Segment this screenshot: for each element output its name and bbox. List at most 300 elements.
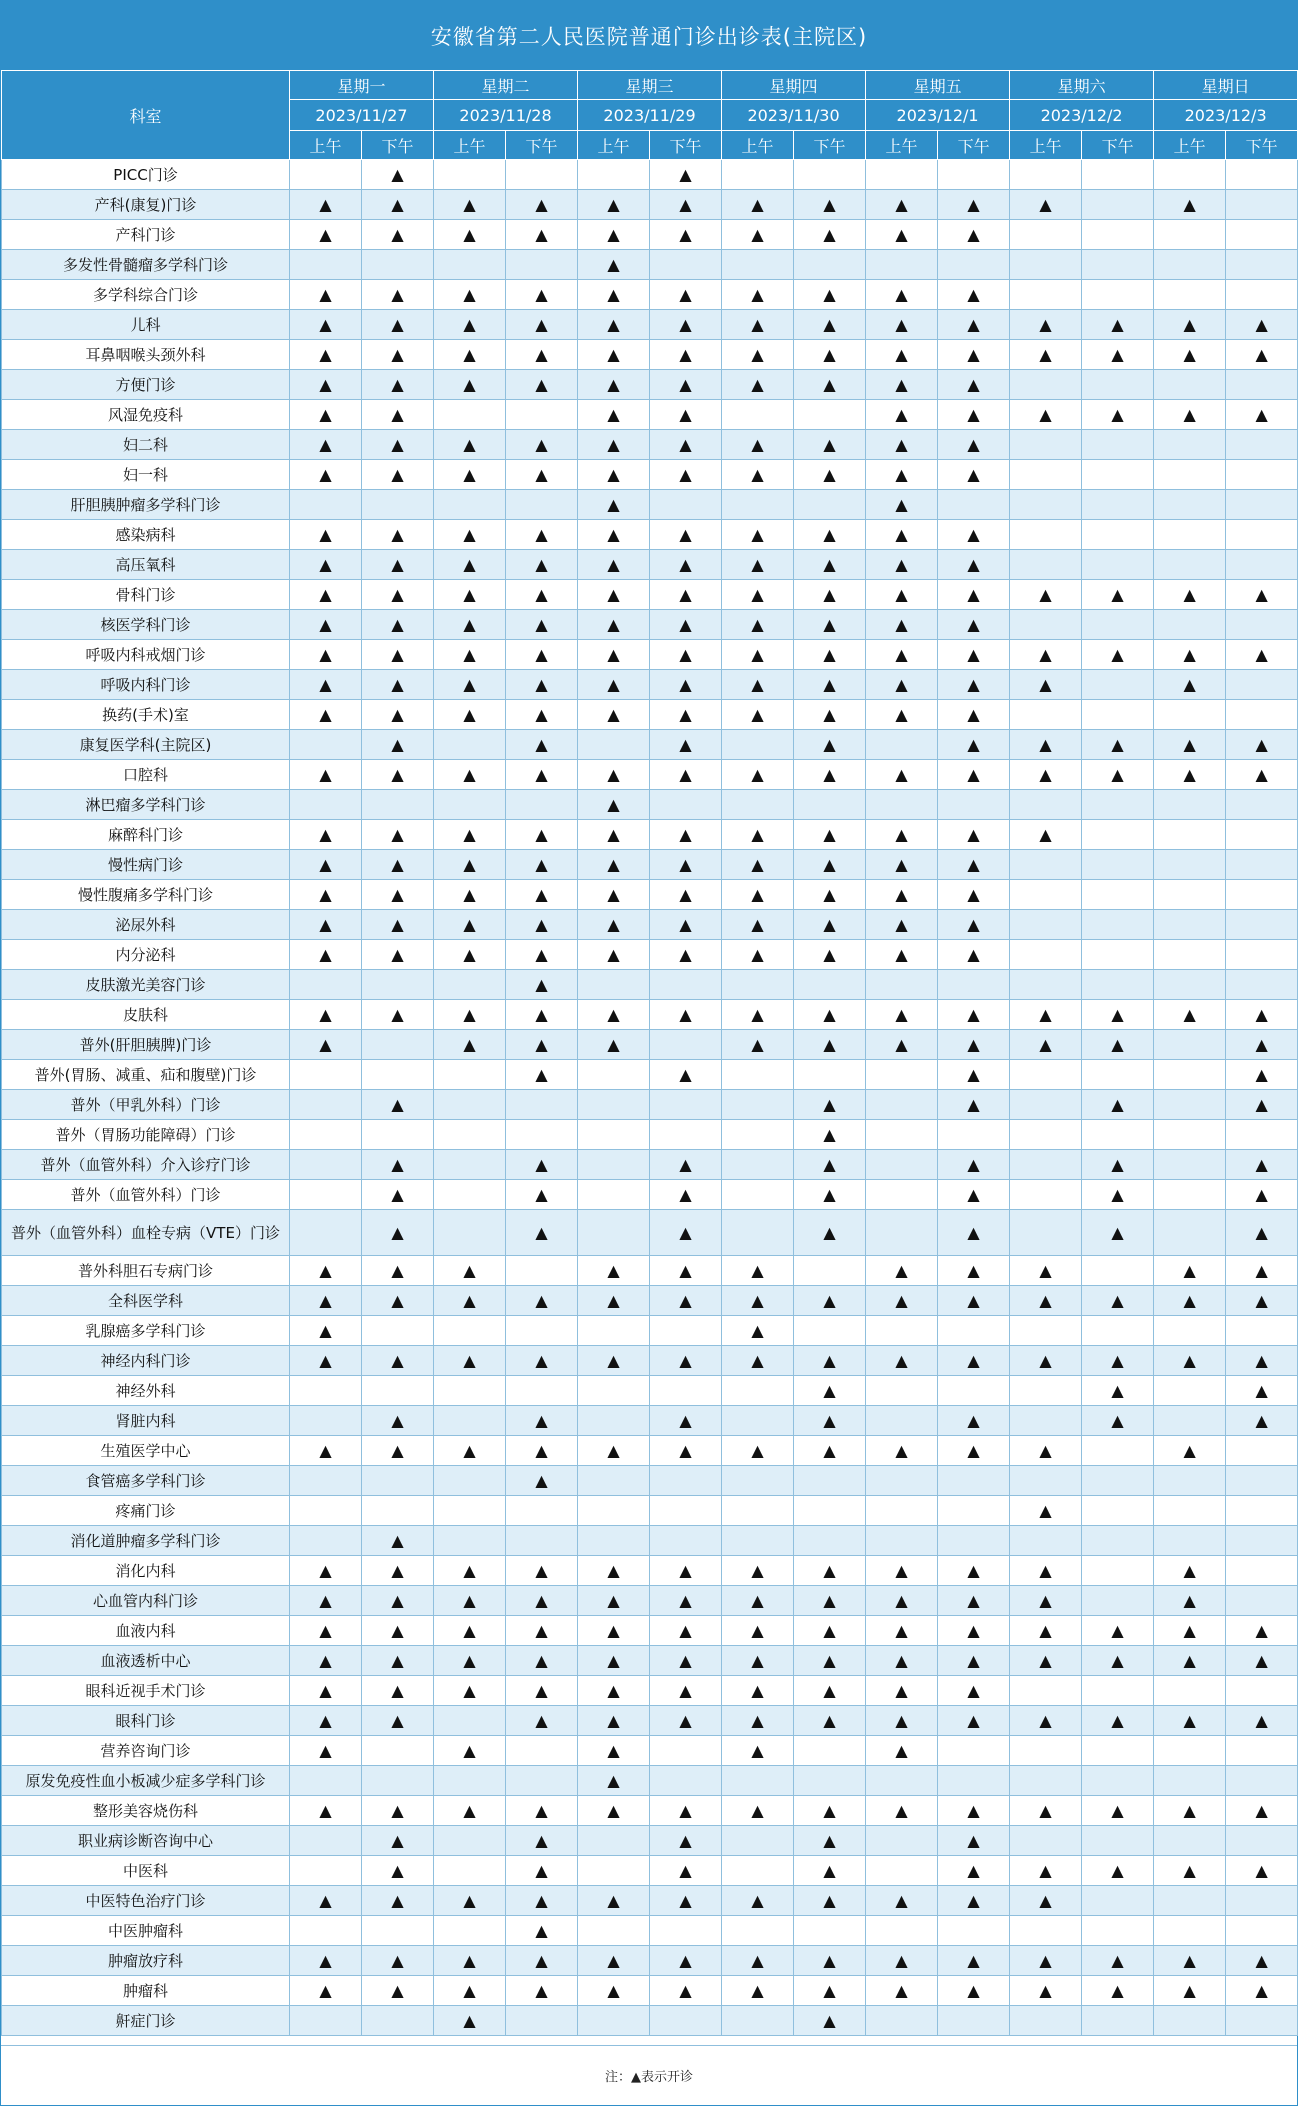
open-session-mark: ▲ bbox=[578, 460, 650, 490]
open-session-mark: ▲ bbox=[506, 520, 578, 550]
table-row bbox=[2, 1120, 1298, 1150]
open-session-mark: ▲ bbox=[1226, 1060, 1298, 1090]
open-session-mark: ▲ bbox=[722, 1030, 794, 1060]
open-session-mark: ▲ bbox=[794, 1000, 866, 1030]
open-session-mark: ▲ bbox=[1010, 1646, 1082, 1676]
open-session-mark: ▲ bbox=[290, 1286, 362, 1316]
open-session-mark: ▲ bbox=[362, 220, 434, 250]
open-session-mark: ▲ bbox=[506, 880, 578, 910]
empty-session-cell bbox=[1226, 850, 1298, 880]
open-session-mark: ▲ bbox=[938, 1406, 1010, 1436]
open-session-mark: ▲ bbox=[506, 670, 578, 700]
empty-session-cell bbox=[650, 1466, 722, 1496]
open-session-mark: ▲ bbox=[794, 610, 866, 640]
open-session-mark: ▲ bbox=[434, 1556, 506, 1586]
department-name: 血液内科 bbox=[2, 1616, 290, 1646]
open-session-mark: ▲ bbox=[938, 1826, 1010, 1856]
empty-session-cell bbox=[1154, 2006, 1226, 2036]
open-session-mark: ▲ bbox=[866, 1346, 938, 1376]
empty-session-cell bbox=[650, 1316, 722, 1346]
pm-header: 下午 bbox=[794, 131, 866, 160]
table-row bbox=[2, 220, 1298, 250]
empty-session-cell bbox=[506, 1766, 578, 1796]
open-session-mark: ▲ bbox=[1154, 1286, 1226, 1316]
empty-session-cell bbox=[1010, 520, 1082, 550]
open-session-mark: ▲ bbox=[290, 1676, 362, 1706]
open-session-mark: ▲ bbox=[578, 190, 650, 220]
open-session-mark: ▲ bbox=[794, 1676, 866, 1706]
empty-session-cell bbox=[506, 1256, 578, 1286]
open-session-mark: ▲ bbox=[866, 760, 938, 790]
empty-session-cell bbox=[866, 1496, 938, 1526]
empty-session-cell bbox=[866, 1916, 938, 1946]
open-session-mark: ▲ bbox=[578, 850, 650, 880]
empty-session-cell bbox=[290, 1526, 362, 1556]
empty-session-cell bbox=[1154, 1826, 1226, 1856]
open-session-mark: ▲ bbox=[650, 340, 722, 370]
open-session-mark: ▲ bbox=[794, 1646, 866, 1676]
empty-session-cell bbox=[578, 1856, 650, 1886]
open-session-mark: ▲ bbox=[1154, 1346, 1226, 1376]
empty-session-cell bbox=[1010, 160, 1082, 190]
open-session-mark: ▲ bbox=[362, 910, 434, 940]
department-name: 普外（血管外科）介入诊疗门诊 bbox=[2, 1150, 290, 1180]
open-session-mark: ▲ bbox=[578, 1646, 650, 1676]
empty-session-cell bbox=[794, 1736, 866, 1766]
empty-session-cell bbox=[938, 490, 1010, 520]
empty-session-cell bbox=[1226, 790, 1298, 820]
open-session-mark: ▲ bbox=[794, 520, 866, 550]
empty-session-cell bbox=[1154, 1916, 1226, 1946]
open-session-mark: ▲ bbox=[650, 190, 722, 220]
empty-session-cell bbox=[506, 1090, 578, 1120]
table-row bbox=[2, 2006, 1298, 2036]
open-session-mark: ▲ bbox=[506, 1436, 578, 1466]
empty-session-cell bbox=[290, 1180, 362, 1210]
open-session-mark: ▲ bbox=[1082, 1406, 1154, 1436]
table-row bbox=[2, 580, 1298, 610]
table-row bbox=[2, 1256, 1298, 1286]
open-session-mark: ▲ bbox=[650, 1706, 722, 1736]
open-session-mark: ▲ bbox=[722, 1346, 794, 1376]
open-session-mark: ▲ bbox=[506, 1000, 578, 1030]
empty-session-cell bbox=[578, 1210, 650, 1256]
open-session-mark: ▲ bbox=[650, 520, 722, 550]
open-session-mark: ▲ bbox=[362, 1976, 434, 2006]
table-row bbox=[2, 670, 1298, 700]
empty-session-cell bbox=[362, 1030, 434, 1060]
empty-session-cell bbox=[866, 1526, 938, 1556]
open-session-mark: ▲ bbox=[362, 1526, 434, 1556]
empty-session-cell bbox=[1010, 1376, 1082, 1406]
open-session-mark: ▲ bbox=[938, 1976, 1010, 2006]
am-header: 上午 bbox=[578, 131, 650, 160]
open-session-mark: ▲ bbox=[290, 1616, 362, 1646]
open-session-mark: ▲ bbox=[650, 880, 722, 910]
department-name: 淋巴瘤多学科门诊 bbox=[2, 790, 290, 820]
empty-session-cell bbox=[938, 1466, 1010, 1496]
open-session-mark: ▲ bbox=[1226, 1256, 1298, 1286]
empty-session-cell bbox=[578, 1120, 650, 1150]
empty-session-cell bbox=[1154, 220, 1226, 250]
open-session-mark: ▲ bbox=[794, 1556, 866, 1586]
open-session-mark: ▲ bbox=[1010, 400, 1082, 430]
empty-session-cell bbox=[722, 400, 794, 430]
empty-session-cell bbox=[722, 250, 794, 280]
open-session-mark: ▲ bbox=[650, 1856, 722, 1886]
empty-session-cell bbox=[1226, 700, 1298, 730]
department-name: 普外（血管外科）门诊 bbox=[2, 1180, 290, 1210]
open-session-mark: ▲ bbox=[938, 1060, 1010, 1090]
empty-session-cell bbox=[866, 1210, 938, 1256]
open-session-mark: ▲ bbox=[1082, 1976, 1154, 2006]
empty-session-cell bbox=[1154, 1466, 1226, 1496]
open-session-mark: ▲ bbox=[506, 1586, 578, 1616]
open-session-mark: ▲ bbox=[650, 1000, 722, 1030]
open-session-mark: ▲ bbox=[1154, 1586, 1226, 1616]
open-session-mark: ▲ bbox=[434, 1976, 506, 2006]
open-session-mark: ▲ bbox=[794, 1616, 866, 1646]
open-session-mark: ▲ bbox=[794, 550, 866, 580]
open-session-mark: ▲ bbox=[1082, 1796, 1154, 1826]
open-session-mark: ▲ bbox=[938, 1000, 1010, 1030]
department-name: 普外（甲乳外科）门诊 bbox=[2, 1090, 290, 1120]
empty-session-cell bbox=[722, 1856, 794, 1886]
open-session-mark: ▲ bbox=[506, 820, 578, 850]
empty-session-cell bbox=[1226, 1316, 1298, 1346]
empty-session-cell bbox=[1154, 370, 1226, 400]
open-session-mark: ▲ bbox=[506, 1210, 578, 1256]
empty-session-cell bbox=[506, 1316, 578, 1346]
open-session-mark: ▲ bbox=[650, 1586, 722, 1616]
empty-session-cell bbox=[1154, 430, 1226, 460]
open-session-mark: ▲ bbox=[650, 310, 722, 340]
empty-session-cell bbox=[362, 1060, 434, 1090]
open-session-mark: ▲ bbox=[650, 550, 722, 580]
empty-session-cell bbox=[722, 1526, 794, 1556]
open-session-mark: ▲ bbox=[722, 520, 794, 550]
open-session-mark: ▲ bbox=[362, 760, 434, 790]
open-session-mark: ▲ bbox=[1226, 1976, 1298, 2006]
empty-session-cell bbox=[1082, 520, 1154, 550]
open-session-mark: ▲ bbox=[1010, 1000, 1082, 1030]
open-session-mark: ▲ bbox=[794, 1180, 866, 1210]
empty-session-cell bbox=[722, 970, 794, 1000]
empty-session-cell bbox=[1082, 1316, 1154, 1346]
empty-session-cell bbox=[1226, 1736, 1298, 1766]
open-session-mark: ▲ bbox=[434, 820, 506, 850]
empty-session-cell bbox=[1010, 460, 1082, 490]
open-session-mark: ▲ bbox=[434, 1286, 506, 1316]
open-session-mark: ▲ bbox=[866, 1286, 938, 1316]
table-row bbox=[2, 430, 1298, 460]
open-session-mark: ▲ bbox=[578, 1346, 650, 1376]
open-session-mark: ▲ bbox=[1154, 1856, 1226, 1886]
empty-session-cell bbox=[1082, 280, 1154, 310]
open-session-mark: ▲ bbox=[650, 1886, 722, 1916]
empty-session-cell bbox=[578, 1496, 650, 1526]
open-session-mark: ▲ bbox=[938, 880, 1010, 910]
open-session-mark: ▲ bbox=[650, 760, 722, 790]
am-header: 上午 bbox=[434, 131, 506, 160]
open-session-mark: ▲ bbox=[434, 340, 506, 370]
open-session-mark: ▲ bbox=[938, 1676, 1010, 1706]
open-session-mark: ▲ bbox=[650, 1676, 722, 1706]
open-session-mark: ▲ bbox=[650, 700, 722, 730]
department-name: 普外（胃肠功能障碍）门诊 bbox=[2, 1120, 290, 1150]
empty-session-cell bbox=[1226, 820, 1298, 850]
open-session-mark: ▲ bbox=[290, 1586, 362, 1616]
empty-session-cell bbox=[938, 970, 1010, 1000]
open-session-mark: ▲ bbox=[938, 460, 1010, 490]
open-session-mark: ▲ bbox=[434, 670, 506, 700]
empty-session-cell bbox=[1010, 1676, 1082, 1706]
empty-session-cell bbox=[434, 1706, 506, 1736]
empty-session-cell bbox=[1226, 1886, 1298, 1916]
empty-session-cell bbox=[722, 1766, 794, 1796]
table-row bbox=[2, 1976, 1298, 2006]
open-session-mark: ▲ bbox=[794, 1826, 866, 1856]
open-session-mark: ▲ bbox=[362, 370, 434, 400]
open-session-mark: ▲ bbox=[362, 340, 434, 370]
open-session-mark: ▲ bbox=[866, 550, 938, 580]
empty-session-cell bbox=[1010, 910, 1082, 940]
open-session-mark: ▲ bbox=[362, 1946, 434, 1976]
legend-note: 注：▲表示开诊 bbox=[1, 2045, 1297, 2105]
open-session-mark: ▲ bbox=[650, 1556, 722, 1586]
open-session-mark: ▲ bbox=[434, 1346, 506, 1376]
open-session-mark: ▲ bbox=[794, 460, 866, 490]
table-row bbox=[2, 1766, 1298, 1796]
pm-header: 下午 bbox=[1226, 131, 1298, 160]
empty-session-cell bbox=[434, 1496, 506, 1526]
empty-session-cell bbox=[578, 970, 650, 1000]
empty-session-cell bbox=[506, 1526, 578, 1556]
empty-session-cell bbox=[650, 1090, 722, 1120]
open-session-mark: ▲ bbox=[1082, 340, 1154, 370]
open-session-mark: ▲ bbox=[506, 1466, 578, 1496]
open-session-mark: ▲ bbox=[362, 700, 434, 730]
dept-column-header: 科室 bbox=[2, 71, 290, 160]
empty-session-cell bbox=[1154, 1120, 1226, 1150]
date-header: 2023/11/30 bbox=[722, 100, 866, 131]
pm-header: 下午 bbox=[506, 131, 578, 160]
open-session-mark: ▲ bbox=[938, 1210, 1010, 1256]
open-session-mark: ▲ bbox=[1154, 1556, 1226, 1586]
open-session-mark: ▲ bbox=[866, 640, 938, 670]
open-session-mark: ▲ bbox=[650, 370, 722, 400]
empty-session-cell bbox=[866, 1180, 938, 1210]
empty-session-cell bbox=[290, 1466, 362, 1496]
table-row bbox=[2, 460, 1298, 490]
department-name: 风湿免疫科 bbox=[2, 400, 290, 430]
table-row bbox=[2, 1316, 1298, 1346]
department-name: 眼科近视手术门诊 bbox=[2, 1676, 290, 1706]
open-session-mark: ▲ bbox=[722, 190, 794, 220]
open-session-mark: ▲ bbox=[290, 760, 362, 790]
open-session-mark: ▲ bbox=[1226, 400, 1298, 430]
open-session-mark: ▲ bbox=[290, 940, 362, 970]
empty-session-cell bbox=[1226, 610, 1298, 640]
department-name: 方便门诊 bbox=[2, 370, 290, 400]
open-session-mark: ▲ bbox=[722, 1886, 794, 1916]
department-name: 血液透析中心 bbox=[2, 1646, 290, 1676]
open-session-mark: ▲ bbox=[1010, 1346, 1082, 1376]
open-session-mark: ▲ bbox=[434, 520, 506, 550]
open-session-mark: ▲ bbox=[362, 1706, 434, 1736]
empty-session-cell bbox=[434, 1060, 506, 1090]
department-name: 肿瘤科 bbox=[2, 1976, 290, 2006]
empty-session-cell bbox=[1082, 1676, 1154, 1706]
table-row bbox=[2, 880, 1298, 910]
department-name: 普外科胆石专病门诊 bbox=[2, 1256, 290, 1286]
open-session-mark: ▲ bbox=[794, 1436, 866, 1466]
open-session-mark: ▲ bbox=[938, 430, 1010, 460]
empty-session-cell bbox=[866, 250, 938, 280]
open-session-mark: ▲ bbox=[866, 1030, 938, 1060]
empty-session-cell bbox=[506, 400, 578, 430]
open-session-mark: ▲ bbox=[506, 1646, 578, 1676]
open-session-mark: ▲ bbox=[362, 460, 434, 490]
empty-session-cell bbox=[290, 250, 362, 280]
open-session-mark: ▲ bbox=[650, 430, 722, 460]
department-name: 疼痛门诊 bbox=[2, 1496, 290, 1526]
open-session-mark: ▲ bbox=[578, 220, 650, 250]
open-session-mark: ▲ bbox=[578, 910, 650, 940]
empty-session-cell bbox=[794, 1466, 866, 1496]
open-session-mark: ▲ bbox=[866, 220, 938, 250]
open-session-mark: ▲ bbox=[362, 940, 434, 970]
open-session-mark: ▲ bbox=[362, 520, 434, 550]
table-row bbox=[2, 340, 1298, 370]
open-session-mark: ▲ bbox=[506, 1916, 578, 1946]
department-name: 泌尿外科 bbox=[2, 910, 290, 940]
open-session-mark: ▲ bbox=[506, 1796, 578, 1826]
empty-session-cell bbox=[1010, 1150, 1082, 1180]
table-row bbox=[2, 1000, 1298, 1030]
empty-session-cell bbox=[1010, 970, 1082, 1000]
open-session-mark: ▲ bbox=[578, 520, 650, 550]
open-session-mark: ▲ bbox=[1082, 1646, 1154, 1676]
open-session-mark: ▲ bbox=[866, 1556, 938, 1586]
empty-session-cell bbox=[362, 1376, 434, 1406]
table-row bbox=[2, 910, 1298, 940]
open-session-mark: ▲ bbox=[578, 880, 650, 910]
empty-session-cell bbox=[866, 1150, 938, 1180]
empty-session-cell bbox=[578, 2006, 650, 2036]
department-name: 全科医学科 bbox=[2, 1286, 290, 1316]
open-session-mark: ▲ bbox=[1082, 1210, 1154, 1256]
open-session-mark: ▲ bbox=[1226, 640, 1298, 670]
empty-session-cell bbox=[290, 1090, 362, 1120]
empty-session-cell bbox=[938, 1120, 1010, 1150]
open-session-mark: ▲ bbox=[794, 1120, 866, 1150]
open-session-mark: ▲ bbox=[290, 370, 362, 400]
open-session-mark: ▲ bbox=[434, 280, 506, 310]
weekday-header: 星期一 bbox=[290, 71, 434, 100]
open-session-mark: ▲ bbox=[434, 310, 506, 340]
open-session-mark: ▲ bbox=[1010, 340, 1082, 370]
empty-session-cell bbox=[1010, 1180, 1082, 1210]
empty-session-cell bbox=[1226, 490, 1298, 520]
empty-session-cell bbox=[1010, 1316, 1082, 1346]
open-session-mark: ▲ bbox=[794, 1286, 866, 1316]
empty-session-cell bbox=[650, 1526, 722, 1556]
open-session-mark: ▲ bbox=[794, 760, 866, 790]
empty-session-cell bbox=[290, 1376, 362, 1406]
empty-session-cell bbox=[290, 1856, 362, 1886]
open-session-mark: ▲ bbox=[866, 520, 938, 550]
empty-session-cell bbox=[866, 790, 938, 820]
empty-session-cell bbox=[290, 730, 362, 760]
open-session-mark: ▲ bbox=[506, 1346, 578, 1376]
open-session-mark: ▲ bbox=[866, 580, 938, 610]
table-row bbox=[2, 760, 1298, 790]
open-session-mark: ▲ bbox=[290, 1346, 362, 1376]
open-session-mark: ▲ bbox=[938, 670, 1010, 700]
empty-session-cell bbox=[650, 970, 722, 1000]
open-session-mark: ▲ bbox=[866, 1256, 938, 1286]
open-session-mark: ▲ bbox=[866, 280, 938, 310]
department-name: 高压氧科 bbox=[2, 550, 290, 580]
open-session-mark: ▲ bbox=[434, 370, 506, 400]
open-session-mark: ▲ bbox=[794, 1946, 866, 1976]
open-session-mark: ▲ bbox=[650, 1436, 722, 1466]
table-row bbox=[2, 1180, 1298, 1210]
open-session-mark: ▲ bbox=[866, 1676, 938, 1706]
open-session-mark: ▲ bbox=[1226, 1646, 1298, 1676]
open-session-mark: ▲ bbox=[1010, 730, 1082, 760]
empty-session-cell bbox=[866, 1376, 938, 1406]
empty-session-cell bbox=[650, 790, 722, 820]
empty-session-cell bbox=[434, 1120, 506, 1150]
open-session-mark: ▲ bbox=[290, 1030, 362, 1060]
empty-session-cell bbox=[290, 1916, 362, 1946]
open-session-mark: ▲ bbox=[722, 430, 794, 460]
open-session-mark: ▲ bbox=[578, 1886, 650, 1916]
open-session-mark: ▲ bbox=[290, 580, 362, 610]
table-row bbox=[2, 1060, 1298, 1090]
open-session-mark: ▲ bbox=[794, 1346, 866, 1376]
open-session-mark: ▲ bbox=[938, 1436, 1010, 1466]
empty-session-cell bbox=[434, 1316, 506, 1346]
empty-session-cell bbox=[290, 1826, 362, 1856]
table-row bbox=[2, 790, 1298, 820]
open-session-mark: ▲ bbox=[506, 1030, 578, 1060]
table-row bbox=[2, 1090, 1298, 1120]
open-session-mark: ▲ bbox=[722, 1286, 794, 1316]
empty-session-cell bbox=[650, 1916, 722, 1946]
open-session-mark: ▲ bbox=[1226, 1706, 1298, 1736]
open-session-mark: ▲ bbox=[650, 640, 722, 670]
empty-session-cell bbox=[722, 490, 794, 520]
department-name: 呼吸内科戒烟门诊 bbox=[2, 640, 290, 670]
open-session-mark: ▲ bbox=[794, 1406, 866, 1436]
open-session-mark: ▲ bbox=[650, 160, 722, 190]
empty-session-cell bbox=[1010, 1210, 1082, 1256]
empty-session-cell bbox=[938, 1916, 1010, 1946]
empty-session-cell bbox=[1082, 250, 1154, 280]
empty-session-cell bbox=[938, 160, 1010, 190]
empty-session-cell bbox=[794, 1060, 866, 1090]
empty-session-cell bbox=[434, 1916, 506, 1946]
empty-session-cell bbox=[1226, 1556, 1298, 1586]
empty-session-cell bbox=[1154, 460, 1226, 490]
empty-session-cell bbox=[794, 1256, 866, 1286]
open-session-mark: ▲ bbox=[1010, 1436, 1082, 1466]
open-session-mark: ▲ bbox=[506, 1180, 578, 1210]
empty-session-cell bbox=[650, 490, 722, 520]
